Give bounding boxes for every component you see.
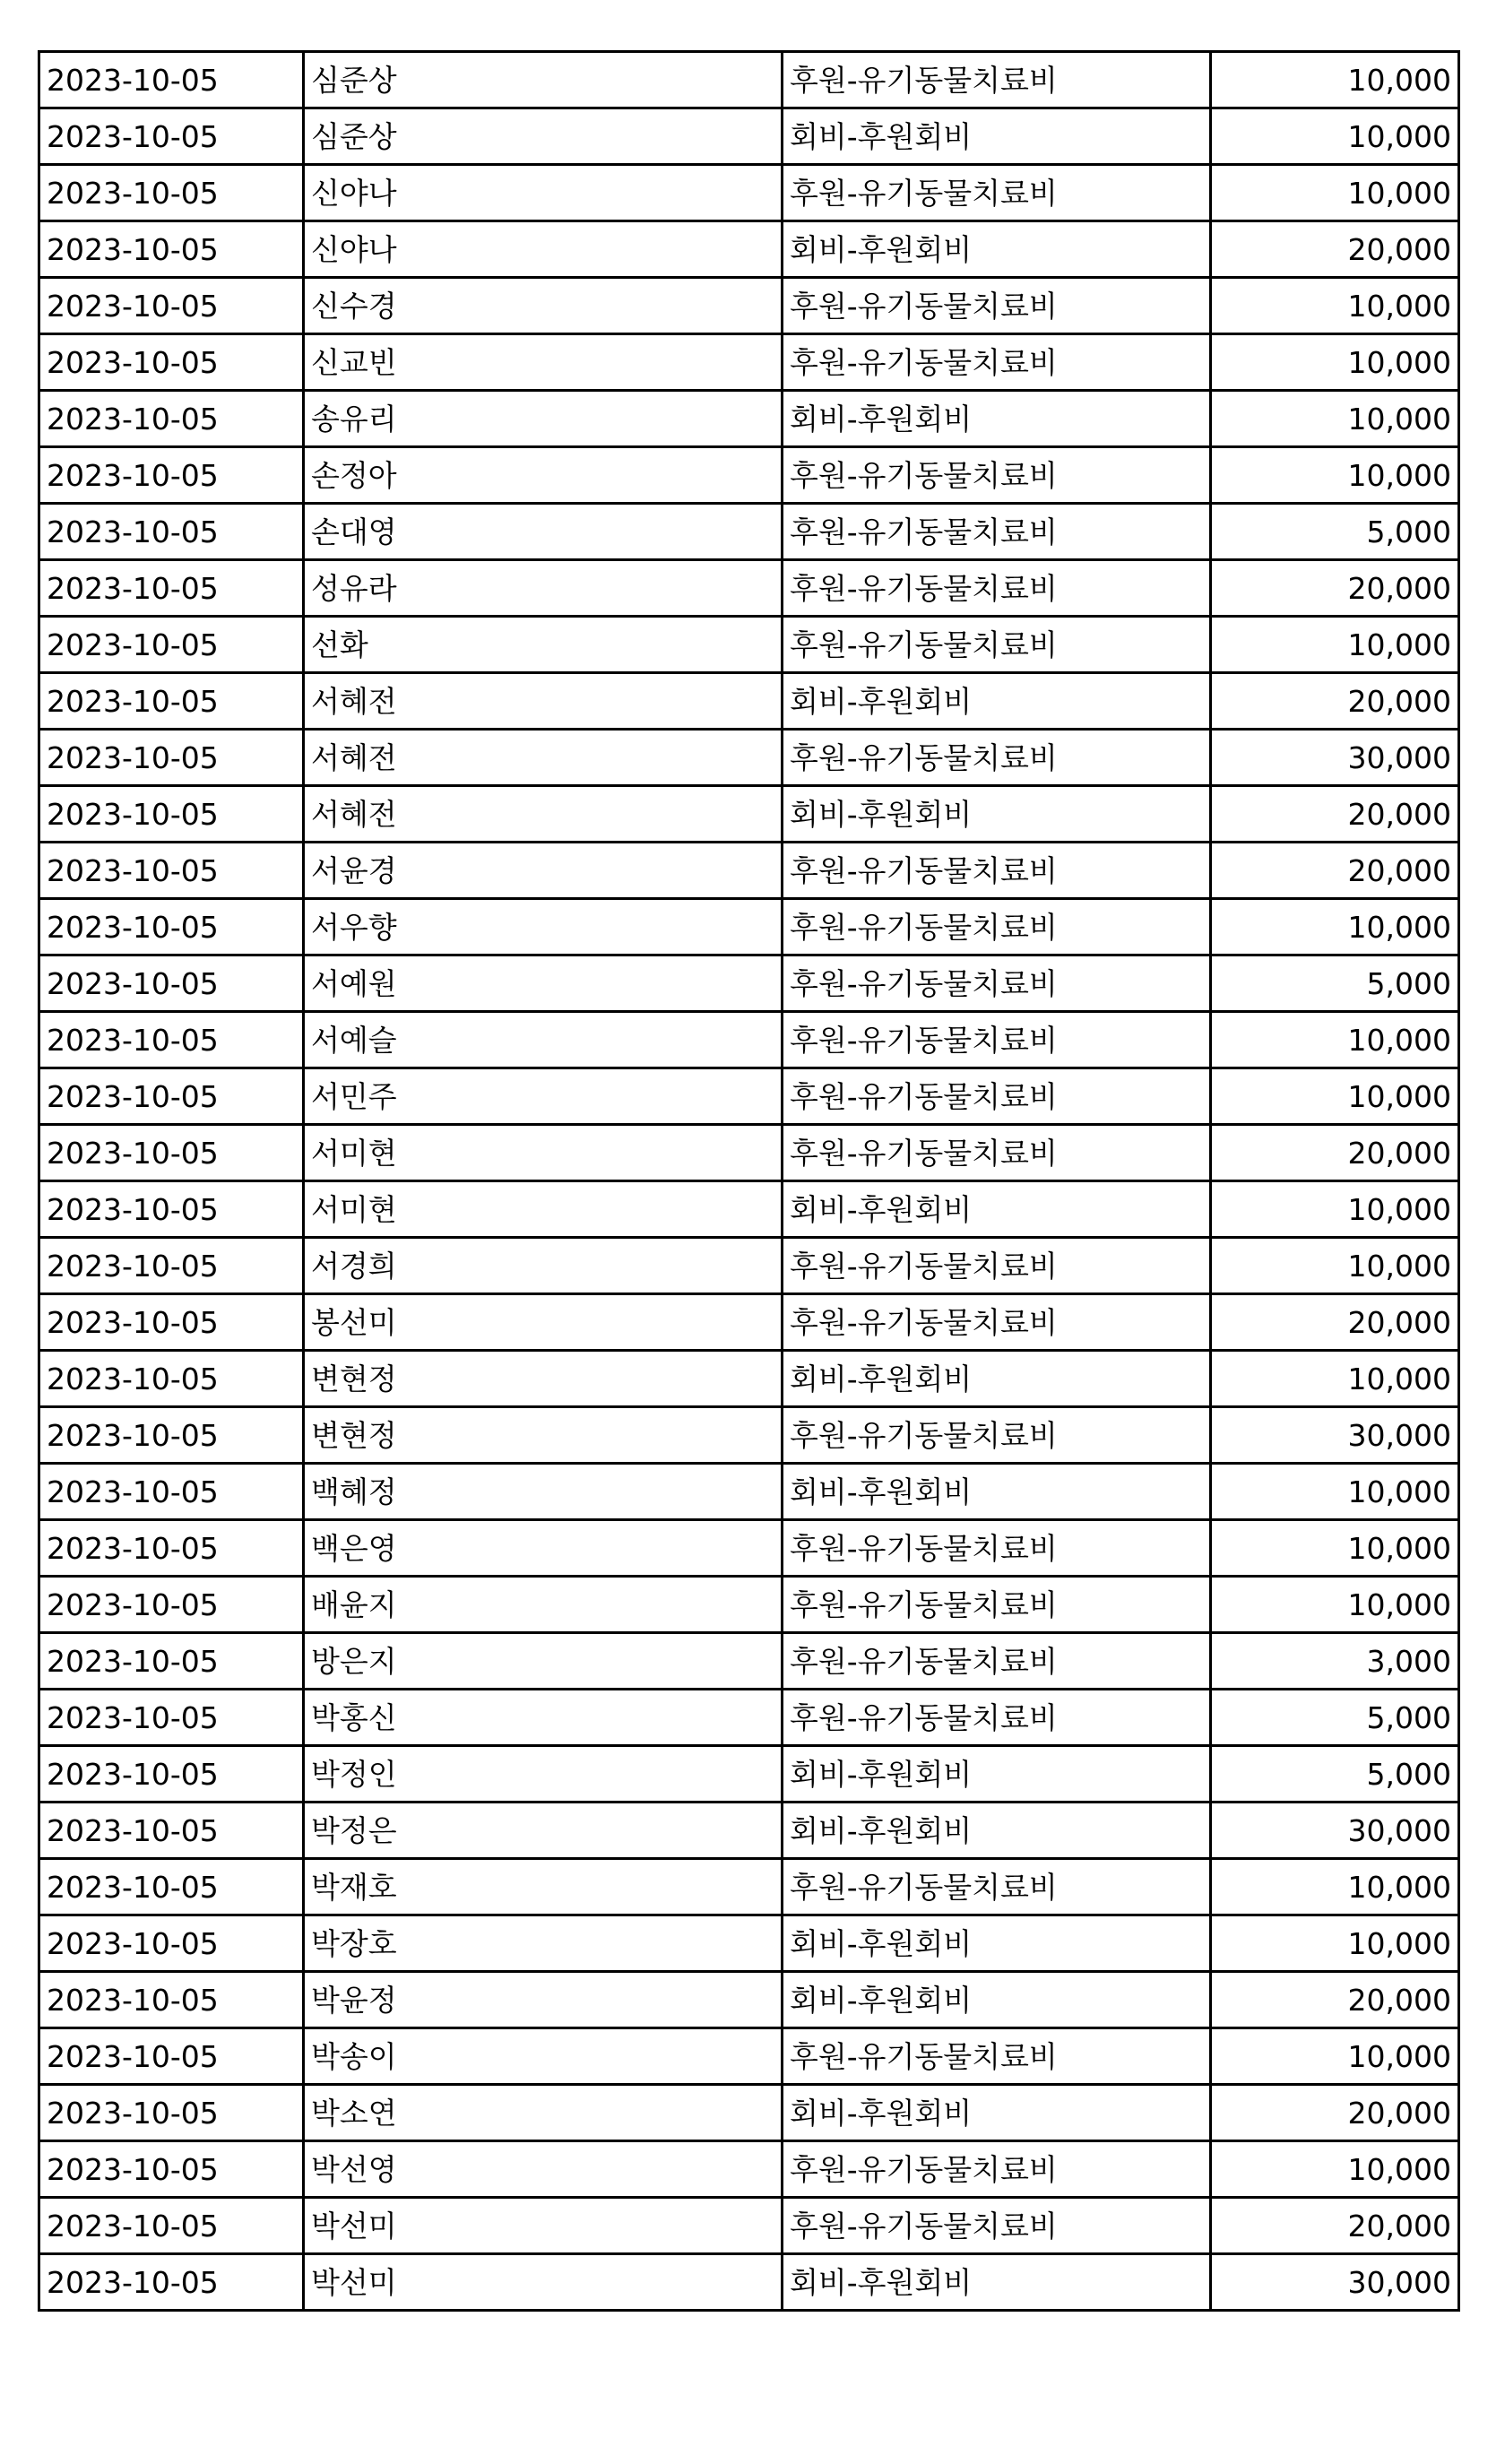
date-cell: 2023-10-05 [39,1803,304,1859]
table-row [39,221,1459,278]
date-cell: 2023-10-05 [39,2254,304,2311]
donor-name-cell: 백은영 [304,1520,783,1577]
table-row [39,2198,1459,2254]
date-cell: 2023-10-05 [39,730,304,786]
amount-cell: 10,000 [1211,1351,1459,1407]
amount-cell: 20,000 [1211,1972,1459,2028]
table-row [39,1181,1459,1238]
donor-name-cell: 박선영 [304,2141,783,2198]
category-cell: 후원-유기동물치료비 [783,843,1211,899]
category-cell: 후원-유기동물치료비 [783,560,1211,617]
donor-name-cell: 박홍신 [304,1690,783,1746]
amount-cell: 10,000 [1211,108,1459,165]
amount-cell: 20,000 [1211,2198,1459,2254]
table-row [39,447,1459,504]
donor-name-cell: 방은지 [304,1633,783,1690]
category-cell: 회비-후원회비 [783,1351,1211,1407]
table-row [39,1068,1459,1125]
date-cell: 2023-10-05 [39,1125,304,1181]
table-row [39,391,1459,447]
donor-name-cell: 서민주 [304,1068,783,1125]
category-cell: 회비-후원회비 [783,1803,1211,1859]
table-row [39,673,1459,730]
donor-name-cell: 심준상 [304,108,783,165]
donor-name-cell: 손대영 [304,504,783,560]
category-cell: 회비-후원회비 [783,673,1211,730]
amount-cell: 30,000 [1211,1407,1459,1464]
category-cell: 후원-유기동물치료비 [783,1859,1211,1915]
category-cell: 후원-유기동물치료비 [783,2198,1211,2254]
amount-cell: 10,000 [1211,447,1459,504]
category-cell: 후원-유기동물치료비 [783,2141,1211,2198]
donor-name-cell: 서경희 [304,1238,783,1294]
amount-cell: 10,000 [1211,1859,1459,1915]
category-cell: 회비-후원회비 [783,2254,1211,2311]
date-cell: 2023-10-05 [39,843,304,899]
amount-cell: 10,000 [1211,1068,1459,1125]
donor-name-cell: 박선미 [304,2254,783,2311]
table-row [39,1577,1459,1633]
category-cell: 후원-유기동물치료비 [783,1690,1211,1746]
donor-name-cell: 박소연 [304,2085,783,2141]
amount-cell: 5,000 [1211,1690,1459,1746]
category-cell: 후원-유기동물치료비 [783,617,1211,673]
table-row [39,1746,1459,1803]
category-cell: 후원-유기동물치료비 [783,730,1211,786]
donor-name-cell: 박정은 [304,1803,783,1859]
category-cell: 후원-유기동물치료비 [783,447,1211,504]
donor-name-cell: 심준상 [304,52,783,108]
donor-name-cell: 선화 [304,617,783,673]
category-cell: 회비-후원회비 [783,108,1211,165]
category-cell: 회비-후원회비 [783,1464,1211,1520]
donor-name-cell: 서혜전 [304,673,783,730]
category-cell: 후원-유기동물치료비 [783,1068,1211,1125]
amount-cell: 3,000 [1211,1633,1459,1690]
donor-name-cell: 박윤정 [304,1972,783,2028]
date-cell: 2023-10-05 [39,1633,304,1690]
date-cell: 2023-10-05 [39,1181,304,1238]
amount-cell: 5,000 [1211,1746,1459,1803]
amount-cell: 5,000 [1211,504,1459,560]
amount-cell: 20,000 [1211,786,1459,843]
category-cell: 회비-후원회비 [783,1972,1211,2028]
category-cell: 회비-후원회비 [783,786,1211,843]
date-cell: 2023-10-05 [39,2028,304,2085]
date-cell: 2023-10-05 [39,1972,304,2028]
table-row [39,2254,1459,2311]
donor-name-cell: 신교빈 [304,334,783,391]
table-row [39,2085,1459,2141]
table-row [39,1803,1459,1859]
table-row [39,2141,1459,2198]
amount-cell: 20,000 [1211,1294,1459,1351]
date-cell: 2023-10-05 [39,2141,304,2198]
amount-cell: 10,000 [1211,617,1459,673]
category-cell: 회비-후원회비 [783,2085,1211,2141]
table-row [39,899,1459,955]
table-row [39,2028,1459,2085]
amount-cell: 20,000 [1211,843,1459,899]
table-row [39,843,1459,899]
amount-cell: 10,000 [1211,1238,1459,1294]
amount-cell: 30,000 [1211,730,1459,786]
table-row [39,955,1459,1012]
donor-name-cell: 송유리 [304,391,783,447]
date-cell: 2023-10-05 [39,221,304,278]
donor-name-cell: 박장호 [304,1915,783,1972]
amount-cell: 30,000 [1211,2254,1459,2311]
table-row [39,1633,1459,1690]
amount-cell: 10,000 [1211,2141,1459,2198]
category-cell: 회비-후원회비 [783,1746,1211,1803]
donor-name-cell: 서우향 [304,899,783,955]
amount-cell: 10,000 [1211,1012,1459,1068]
donor-name-cell: 서혜전 [304,730,783,786]
date-cell: 2023-10-05 [39,899,304,955]
table-row [39,1012,1459,1068]
table-row [39,334,1459,391]
amount-cell: 10,000 [1211,278,1459,334]
table-row [39,1859,1459,1915]
date-cell: 2023-10-05 [39,2085,304,2141]
category-cell: 회비-후원회비 [783,1181,1211,1238]
category-cell: 후원-유기동물치료비 [783,1520,1211,1577]
date-cell: 2023-10-05 [39,1351,304,1407]
amount-cell: 10,000 [1211,2028,1459,2085]
category-cell: 회비-후원회비 [783,221,1211,278]
table-row [39,730,1459,786]
date-cell: 2023-10-05 [39,504,304,560]
amount-cell: 10,000 [1211,1464,1459,1520]
amount-cell: 10,000 [1211,391,1459,447]
table-row [39,1464,1459,1520]
amount-cell: 10,000 [1211,334,1459,391]
category-cell: 후원-유기동물치료비 [783,504,1211,560]
category-cell: 회비-후원회비 [783,1915,1211,1972]
category-cell: 후원-유기동물치료비 [783,165,1211,221]
table-row [39,1238,1459,1294]
donor-name-cell: 서혜전 [304,786,783,843]
donor-name-cell: 성유라 [304,560,783,617]
donor-name-cell: 박정인 [304,1746,783,1803]
donor-name-cell: 신야나 [304,165,783,221]
table-row [39,560,1459,617]
donor-name-cell: 신수경 [304,278,783,334]
table-row [39,52,1459,108]
category-cell: 후원-유기동물치료비 [783,1012,1211,1068]
date-cell: 2023-10-05 [39,786,304,843]
table-row [39,1125,1459,1181]
date-cell: 2023-10-05 [39,1012,304,1068]
date-cell: 2023-10-05 [39,1746,304,1803]
category-cell: 후원-유기동물치료비 [783,1294,1211,1351]
category-cell: 후원-유기동물치료비 [783,1577,1211,1633]
table-row [39,1407,1459,1464]
amount-cell: 20,000 [1211,673,1459,730]
amount-cell: 10,000 [1211,1577,1459,1633]
date-cell: 2023-10-05 [39,1294,304,1351]
table-row [39,1294,1459,1351]
category-cell: 후원-유기동물치료비 [783,1238,1211,1294]
table-row [39,1915,1459,1972]
table-row [39,1351,1459,1407]
table-row [39,108,1459,165]
date-cell: 2023-10-05 [39,1407,304,1464]
date-cell: 2023-10-05 [39,617,304,673]
donor-name-cell: 변현정 [304,1407,783,1464]
table-row [39,1690,1459,1746]
donor-name-cell: 배윤지 [304,1577,783,1633]
date-cell: 2023-10-05 [39,1068,304,1125]
amount-cell: 20,000 [1211,221,1459,278]
category-cell: 후원-유기동물치료비 [783,955,1211,1012]
date-cell: 2023-10-05 [39,1859,304,1915]
category-cell: 후원-유기동물치료비 [783,1407,1211,1464]
donor-name-cell: 서윤경 [304,843,783,899]
donor-name-cell: 변현정 [304,1351,783,1407]
table-row [39,165,1459,221]
date-cell: 2023-10-05 [39,108,304,165]
date-cell: 2023-10-05 [39,560,304,617]
amount-cell: 5,000 [1211,955,1459,1012]
date-cell: 2023-10-05 [39,1577,304,1633]
donation-ledger-table [38,50,1460,2312]
table-row [39,617,1459,673]
date-cell: 2023-10-05 [39,2198,304,2254]
amount-cell: 10,000 [1211,165,1459,221]
amount-cell: 10,000 [1211,1181,1459,1238]
category-cell: 회비-후원회비 [783,391,1211,447]
donor-name-cell: 신야나 [304,221,783,278]
table-row [39,1972,1459,2028]
category-cell: 후원-유기동물치료비 [783,899,1211,955]
table-row [39,504,1459,560]
amount-cell: 20,000 [1211,560,1459,617]
date-cell: 2023-10-05 [39,278,304,334]
category-cell: 후원-유기동물치료비 [783,1633,1211,1690]
amount-cell: 10,000 [1211,1915,1459,1972]
donor-name-cell: 손정아 [304,447,783,504]
date-cell: 2023-10-05 [39,1464,304,1520]
table-row [39,1520,1459,1577]
date-cell: 2023-10-05 [39,165,304,221]
donor-name-cell: 서미현 [304,1181,783,1238]
donor-name-cell: 서예슬 [304,1012,783,1068]
category-cell: 후원-유기동물치료비 [783,52,1211,108]
date-cell: 2023-10-05 [39,334,304,391]
date-cell: 2023-10-05 [39,1690,304,1746]
table-row [39,278,1459,334]
date-cell: 2023-10-05 [39,673,304,730]
category-cell: 후원-유기동물치료비 [783,2028,1211,2085]
donor-name-cell: 박선미 [304,2198,783,2254]
category-cell: 후원-유기동물치료비 [783,1125,1211,1181]
category-cell: 후원-유기동물치료비 [783,334,1211,391]
donor-name-cell: 박재호 [304,1859,783,1915]
donor-name-cell: 서예원 [304,955,783,1012]
amount-cell: 20,000 [1211,1125,1459,1181]
date-cell: 2023-10-05 [39,955,304,1012]
category-cell: 후원-유기동물치료비 [783,278,1211,334]
date-cell: 2023-10-05 [39,447,304,504]
date-cell: 2023-10-05 [39,1915,304,1972]
amount-cell: 30,000 [1211,1803,1459,1859]
donor-name-cell: 서미현 [304,1125,783,1181]
donor-name-cell: 백혜정 [304,1464,783,1520]
amount-cell: 10,000 [1211,52,1459,108]
amount-cell: 10,000 [1211,899,1459,955]
date-cell: 2023-10-05 [39,391,304,447]
amount-cell: 20,000 [1211,2085,1459,2141]
donor-name-cell: 박송이 [304,2028,783,2085]
date-cell: 2023-10-05 [39,1238,304,1294]
table-row [39,786,1459,843]
date-cell: 2023-10-05 [39,1520,304,1577]
date-cell: 2023-10-05 [39,52,304,108]
ledger-body [39,52,1459,2311]
donor-name-cell: 봉선미 [304,1294,783,1351]
amount-cell: 10,000 [1211,1520,1459,1577]
